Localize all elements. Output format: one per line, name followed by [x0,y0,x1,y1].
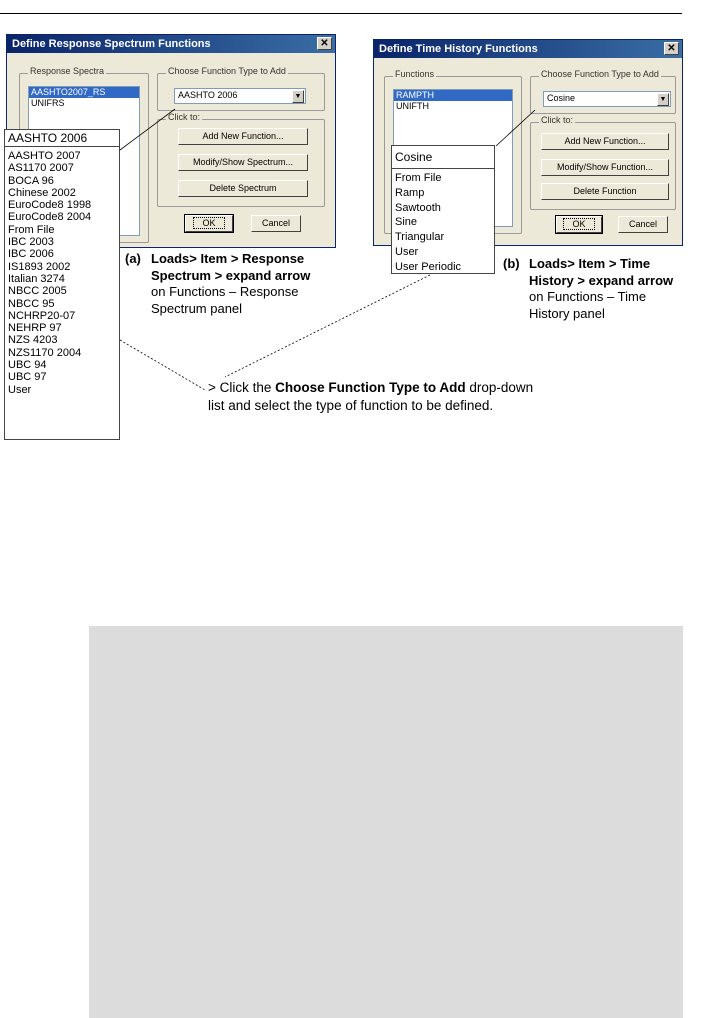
dropdown-option[interactable]: Ramp [395,186,425,199]
modify-show-function-button[interactable]: Modify/Show Function... [541,159,669,176]
leader-line-a-combo [120,109,175,150]
instruction-bold: Choose Function Type to Add [275,380,466,395]
ok-label: OK [563,218,594,230]
dropdown-option[interactable]: From File [395,172,442,184]
dropdown-option[interactable]: BOCA 96 [8,174,54,187]
instruction-text: list and select the type of function to be defined. [208,398,494,413]
dropdown-option[interactable]: Chinese 2002 [8,186,76,199]
dropdown-option[interactable]: User [395,245,419,258]
dropdown-option[interactable]: NBCC 95 [8,297,55,310]
close-icon[interactable]: ✕ [317,37,332,50]
close-icon[interactable]: ✕ [664,42,679,55]
list-item[interactable]: UNIFTH [396,101,429,111]
dropdown-option[interactable]: NEHRP 97 [8,322,62,335]
add-new-function-button[interactable]: Add New Function... [178,128,308,145]
modify-show-spectrum-button[interactable]: Modify/Show Spectrum... [178,154,308,171]
cancel-button[interactable]: Cancel [618,216,668,233]
chevron-down-icon[interactable]: ▼ [657,93,669,106]
dialog-title: Define Time History Functions [374,40,682,58]
dropdown-option[interactable]: NBCC 2005 [8,285,67,298]
dropdown-option[interactable]: Sawtooth [395,201,441,214]
dropdown-option[interactable]: Sine [395,216,418,229]
combo-value: Cosine [547,93,576,103]
dropdown-selected[interactable]: AASHTO 2006 [5,130,119,147]
instruction-note [208,379,628,415]
caption-line: Spectrum panel [151,300,243,316]
dropdown-option[interactable]: IBC 2006 [8,248,54,261]
dropdown-option[interactable]: IBC 2003 [8,236,54,249]
dropdown-option[interactable]: NZS 4203 [8,334,58,347]
gray-panel [89,626,683,1018]
dropdown-option[interactable]: EuroCode8 2004 [8,211,92,224]
dropdown-option[interactable]: AS1170 2007 [8,162,74,175]
group-label: Choose Function Type to Add [168,66,286,76]
dropdown-option[interactable]: Italian 3274 [8,272,65,285]
ok-label: OK [193,217,224,229]
leader-line-a-note [120,340,205,390]
group-label: Click to: [168,112,201,122]
delete-spectrum-button[interactable]: Delete Spectrum [178,180,308,197]
group-label: Response Spectra [30,66,105,76]
dropdown-option[interactable]: EuroCode8 1998 [8,199,92,212]
dropdown-option[interactable]: Triangular [395,231,445,244]
dropdown-option[interactable]: UBC 97 [8,371,47,384]
caption-tag: (b) [503,256,520,271]
caption-line: History panel [529,305,605,321]
leader-line-b-combo [496,110,535,146]
delete-function-button[interactable]: Delete Function [541,183,669,200]
caption-a [125,251,355,317]
dropdown-option[interactable]: UBC 94 [8,359,47,372]
dialog-title: Define Response Spectrum Functions [7,35,335,53]
list-item[interactable]: AASHTO2007_RS [29,87,139,98]
add-new-function-button[interactable]: Add New Function... [541,133,669,150]
combo-value: AASHTO 2006 [178,90,238,100]
dropdown-selected[interactable]: Cosine [392,146,494,169]
caption-line: History > expand arrow [529,272,674,288]
caption-line: on Functions – Time [529,289,647,304]
group-label: Choose Function Type to Add [541,69,659,79]
dropdown-option[interactable]: NZS1170 2004 [8,346,82,359]
caption-line: Loads> Item > Time [529,256,651,271]
dropdown-option[interactable]: NCHRP20-07 [8,309,76,322]
instruction-text: > Click the [208,380,276,395]
list-item[interactable]: RAMPTH [394,90,512,101]
instruction-text: drop-down [465,380,534,395]
caption-line: Loads> Item > Response [151,251,305,266]
group-label: Functions [395,69,435,79]
caption-tag: (a) [125,251,141,266]
caption-line: Spectrum > expand arrow [151,267,311,283]
dropdown-option[interactable]: User [8,383,32,396]
dropdown-option[interactable]: From File [8,223,55,236]
dropdown-option[interactable]: User Periodic [395,260,462,273]
dropdown-option[interactable]: AASHTO 2007 [8,150,81,162]
dropdown-option[interactable]: IS1893 2002 [8,260,71,273]
cancel-button[interactable]: Cancel [251,215,301,232]
list-item[interactable]: UNIFRS [31,98,65,108]
caption-line: on Functions – Response [151,284,299,299]
group-label: Click to: [541,115,574,125]
chevron-down-icon[interactable]: ▼ [292,90,304,103]
caption-b [503,256,718,322]
